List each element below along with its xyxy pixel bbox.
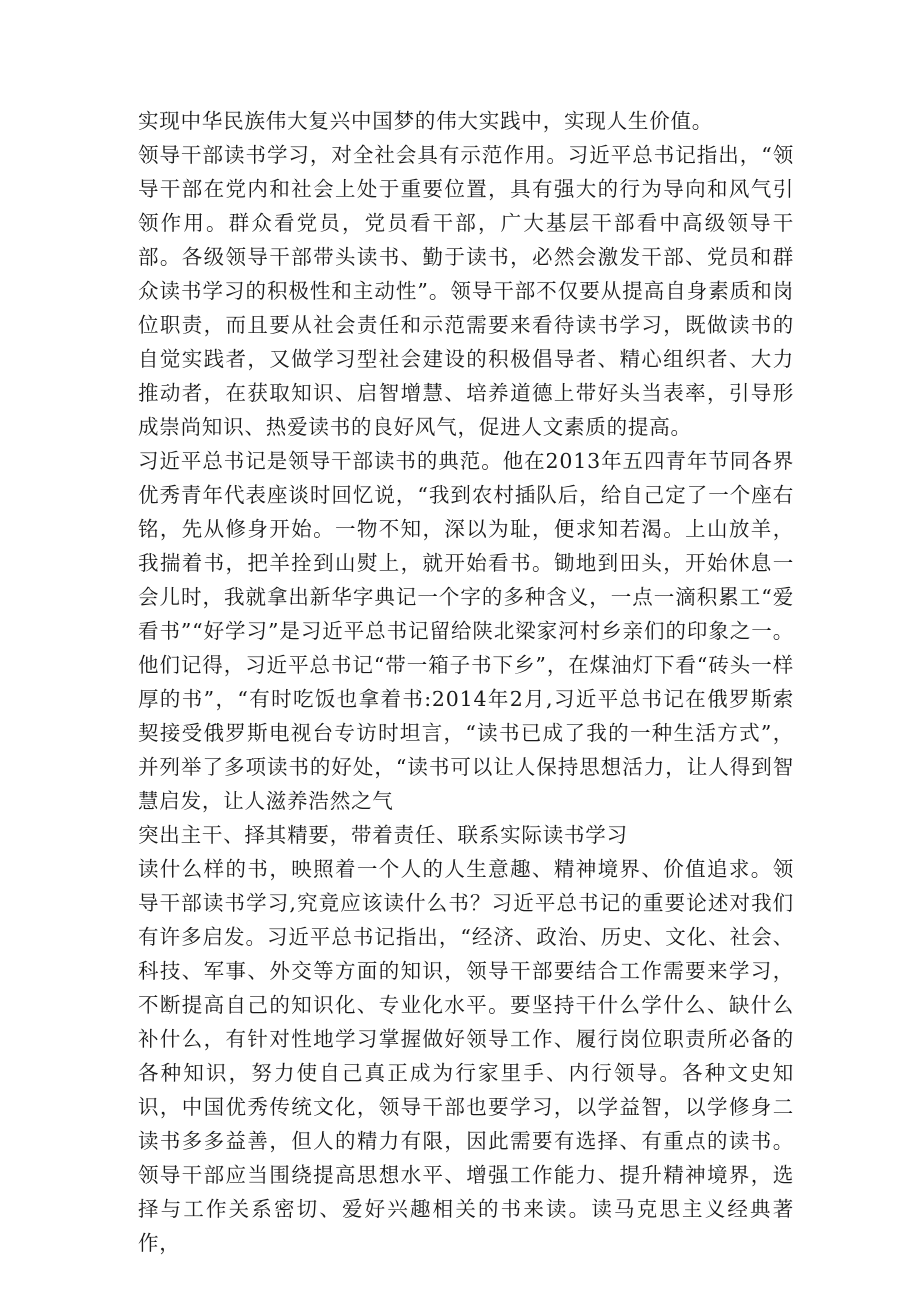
document-page bbox=[138, 104, 794, 1260]
section-heading: 突出主干、择其精要，带着责任、联系实际读书学习 bbox=[138, 823, 628, 847]
paragraph-xi-reading-model: 习近平总书记是领导干部读书的典范。他在2013年五四青年节同各界优秀青年代表座谈时回忆说，“我到农村插队后，给自己定了一个座右铭，先从修身开始。一物不知，深以为耻，便求知若渴。上山放羊，我揣着书，把羊拴到山熨上，就开始看书。锄地到田头，开始休息一会儿时，我就拿出新华字典记一个字的多种含义，一点一滴积累工“爱看书”“好学习”是习近平总书记留给陕北梁家河村乡亲们的印象之一。他们记得，习近平总书记“带一箱子书下乡”，在煤油灯下看“砖头一样厚的书”，“有时吃饭也拿着书:2014年2月,习近平总书记在俄罗斯索契接受俄罗斯电视台专访时坦言，“读书已成了我的一种生活方式”，并列举了多项读书的好处，“读书可以让人保持思想活力，让人得到智慧启发，让人滋养浩然之气 bbox=[138, 449, 794, 813]
paragraph-leaders-example: 领导干部读书学习，对全社会具有示范作用。习近平总书记指出，“领导干部在党内和社会上处于重要位置，具有强大的行为导向和风气引领作用。群众看党员，党员看干部，广大基层干部看中高级领导干部。各级领导干部带头读书、勤于读书，必然会激发干部、党员和群众读书学习的积极性和主动性”。领导干部不仅要从提高自身素质和岗位职责，而且要从社会责任和示范需要来看待读书学习，既做读书的自觉实践者，又做学习型社会建设的积极倡导者、精心组织者、大力推动者，在获取知识、启智增慧、培养道德上带好头当表率，引导形成崇尚知识、热爱读书的良好风气，促进人文素质的提高。 bbox=[138, 143, 794, 439]
paragraph-what-to-read: 读什么样的书，映照着一个人的人生意趣、精神境界、价值追求。领导干部读书学习,究竟应该读什么书？习近平总书记的重要论述对我们有许多启发。习近平总书记指出，“经济、政治、历史、文化、社会、科技、军事、外交等方面的知识，领导干部要结合工作需要来学习，不断提高自己的知识化、专业化水平。要坚持干什么学什么、缺什么补什么，有针对性地学习掌握做好领导工作、履行岗位职责所必备的各种知识，努力使自己真正成为行家里手、内行领导。各种文史知识，中国优秀传统文化，领导干部也要学习，以学益智，以学修身二读书多多益善，但人的精力有限，因此需要有选择、有重点的读书。领导干部应当围绕提高思想水平、增强工作能力、提升精神境界，选择与工作关系密切、爱好兴趣相关的书来读。读马克思主义经典著作， bbox=[138, 857, 794, 1255]
paragraph-intro-line: 实现中华民族伟大复兴中国梦的伟大实践中，实现人生价值。 bbox=[138, 109, 714, 133]
